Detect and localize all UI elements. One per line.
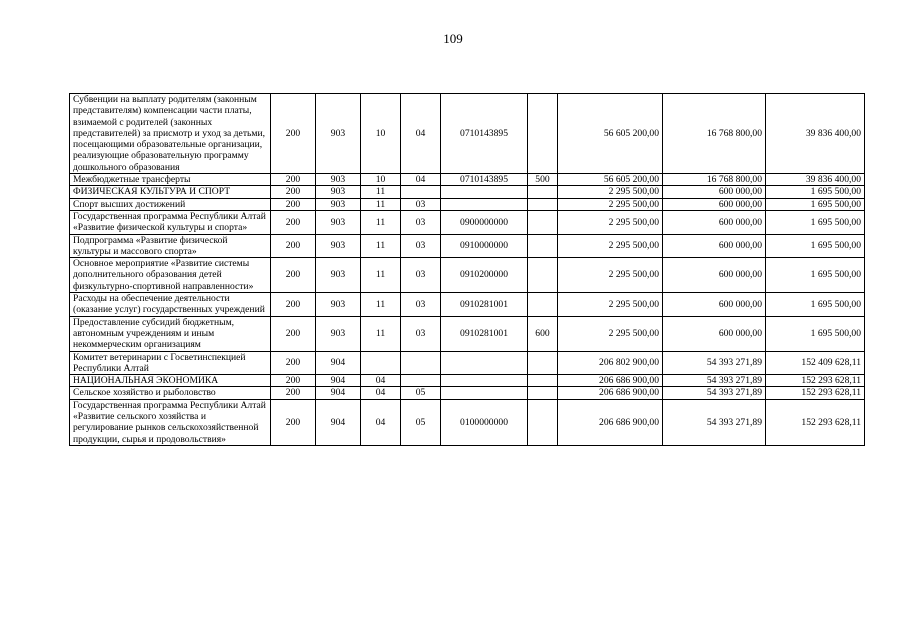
- section-cell: 10: [361, 174, 401, 186]
- target-article-cell: [441, 375, 528, 387]
- table-row: [70, 198, 865, 210]
- ved-cell: 904: [316, 375, 361, 387]
- table-row: [70, 375, 865, 387]
- expense-type-cell: 600: [528, 316, 558, 351]
- sum-third-cell: 1 695 500,00: [766, 198, 865, 210]
- grbs-cell: 200: [271, 399, 316, 445]
- sum-second-cell: 54 393 271,89: [663, 375, 766, 387]
- table-row: [70, 94, 865, 174]
- target-article-cell: 0710143895: [441, 94, 528, 174]
- grbs-cell: 200: [271, 186, 316, 198]
- row-name-cell: Предоставление субсидий бюджетным, автономным учреждениям и иным некоммерческим организациям: [70, 316, 271, 351]
- section-cell: 11: [361, 258, 401, 293]
- expense-type-cell: [528, 387, 558, 399]
- subsection-cell: 05: [401, 399, 441, 445]
- table-row: [70, 210, 865, 234]
- sum-third-cell: 1 695 500,00: [766, 293, 865, 317]
- sum-total-cell: 2 295 500,00: [558, 198, 663, 210]
- row-name-cell: Сельское хозяйство и рыболовство: [70, 387, 271, 399]
- ved-cell: 903: [316, 210, 361, 234]
- sum-total-cell: 56 605 200,00: [558, 174, 663, 186]
- sum-total-cell: 206 802 900,00: [558, 351, 663, 375]
- ved-cell: 904: [316, 399, 361, 445]
- sum-third-cell: 1 695 500,00: [766, 186, 865, 198]
- section-cell: 11: [361, 234, 401, 258]
- sum-second-cell: 54 393 271,89: [663, 351, 766, 375]
- target-article-cell: [441, 351, 528, 375]
- sum-third-cell: 152 409 628,11: [766, 351, 865, 375]
- sum-third-cell: 152 293 628,11: [766, 399, 865, 445]
- section-cell: 11: [361, 186, 401, 198]
- row-name-cell: Подпрограмма «Развитие физической культуры и массового спорта»: [70, 234, 271, 258]
- row-name-cell: Субвенции на выплату родителям (законным представителям) компенсации части платы, взимаемой с родителей (законных представителей) за присмотр и уход за детьми, посещающими образовательные организации, реализующие образовательную программу дошкольного образования: [70, 94, 271, 174]
- sum-total-cell: 2 295 500,00: [558, 258, 663, 293]
- sum-second-cell: 600 000,00: [663, 234, 766, 258]
- sum-total-cell: 206 686 900,00: [558, 387, 663, 399]
- ved-cell: 903: [316, 293, 361, 317]
- ved-cell: 903: [316, 258, 361, 293]
- sum-second-cell: 600 000,00: [663, 258, 766, 293]
- grbs-cell: 200: [271, 387, 316, 399]
- sum-third-cell: 152 293 628,11: [766, 375, 865, 387]
- row-name-cell: НАЦИОНАЛЬНАЯ ЭКОНОМИКА: [70, 375, 271, 387]
- section-cell: 10: [361, 94, 401, 174]
- table-row: [70, 293, 865, 317]
- sum-total-cell: 2 295 500,00: [558, 234, 663, 258]
- sum-total-cell: 2 295 500,00: [558, 210, 663, 234]
- table-row: [70, 351, 865, 375]
- table-row: [70, 234, 865, 258]
- ved-cell: 903: [316, 186, 361, 198]
- expense-type-cell: [528, 399, 558, 445]
- section-cell: 11: [361, 210, 401, 234]
- section-cell: [361, 351, 401, 375]
- target-article-cell: 0910281001: [441, 293, 528, 317]
- table-row: [70, 258, 865, 293]
- grbs-cell: 200: [271, 375, 316, 387]
- row-name-cell: Государственная программа Республики Алтай «Развитие физической культуры и спорта»: [70, 210, 271, 234]
- expense-type-cell: [528, 94, 558, 174]
- ved-cell: 904: [316, 387, 361, 399]
- expense-type-cell: [528, 258, 558, 293]
- target-article-cell: [441, 387, 528, 399]
- ved-cell: 903: [316, 198, 361, 210]
- subsection-cell: 03: [401, 234, 441, 258]
- grbs-cell: 200: [271, 210, 316, 234]
- subsection-cell: 03: [401, 293, 441, 317]
- budget-table: [69, 93, 865, 446]
- grbs-cell: 200: [271, 316, 316, 351]
- subsection-cell: [401, 375, 441, 387]
- section-cell: 11: [361, 293, 401, 317]
- expense-type-cell: [528, 186, 558, 198]
- expense-type-cell: [528, 351, 558, 375]
- target-article-cell: 0910200000: [441, 258, 528, 293]
- subsection-cell: 03: [401, 210, 441, 234]
- section-cell: 04: [361, 399, 401, 445]
- target-article-cell: [441, 198, 528, 210]
- grbs-cell: 200: [271, 174, 316, 186]
- sum-second-cell: 54 393 271,89: [663, 387, 766, 399]
- grbs-cell: 200: [271, 234, 316, 258]
- table-row: [70, 316, 865, 351]
- row-name-cell: Комитет ветеринарии с Госветинспекцией Республики Алтай: [70, 351, 271, 375]
- sum-second-cell: 600 000,00: [663, 186, 766, 198]
- expense-type-cell: [528, 210, 558, 234]
- grbs-cell: 200: [271, 94, 316, 174]
- sum-second-cell: 16 768 800,00: [663, 94, 766, 174]
- sum-third-cell: 1 695 500,00: [766, 258, 865, 293]
- ved-cell: 903: [316, 234, 361, 258]
- table-row: [70, 399, 865, 445]
- ved-cell: 904: [316, 351, 361, 375]
- subsection-cell: 03: [401, 258, 441, 293]
- sum-total-cell: 206 686 900,00: [558, 399, 663, 445]
- row-name-cell: Основное мероприятие «Развитие системы дополнительного образования детей физкультурно-спортивной направленности»: [70, 258, 271, 293]
- sum-second-cell: 54 393 271,89: [663, 399, 766, 445]
- sum-third-cell: 1 695 500,00: [766, 316, 865, 351]
- grbs-cell: 200: [271, 258, 316, 293]
- target-article-cell: 0910281001: [441, 316, 528, 351]
- sum-total-cell: 2 295 500,00: [558, 293, 663, 317]
- subsection-cell: [401, 351, 441, 375]
- sum-total-cell: 2 295 500,00: [558, 186, 663, 198]
- section-cell: 11: [361, 198, 401, 210]
- page-number: 109: [443, 31, 463, 46]
- grbs-cell: 200: [271, 198, 316, 210]
- sum-total-cell: 206 686 900,00: [558, 375, 663, 387]
- section-cell: 04: [361, 387, 401, 399]
- target-article-cell: 0100000000: [441, 399, 528, 445]
- sum-second-cell: 600 000,00: [663, 293, 766, 317]
- grbs-cell: 200: [271, 351, 316, 375]
- sum-third-cell: 39 836 400,00: [766, 94, 865, 174]
- target-article-cell: 0710143895: [441, 174, 528, 186]
- section-cell: 11: [361, 316, 401, 351]
- sum-second-cell: 600 000,00: [663, 198, 766, 210]
- target-article-cell: [441, 186, 528, 198]
- subsection-cell: 03: [401, 198, 441, 210]
- row-name-cell: ФИЗИЧЕСКАЯ КУЛЬТУРА И СПОРТ: [70, 186, 271, 198]
- row-name-cell: Спорт высших достижений: [70, 198, 271, 210]
- expense-type-cell: [528, 234, 558, 258]
- table-row: [70, 387, 865, 399]
- table-body: [70, 94, 865, 446]
- target-article-cell: 0900000000: [441, 210, 528, 234]
- expense-type-cell: 500: [528, 174, 558, 186]
- grbs-cell: 200: [271, 293, 316, 317]
- sum-third-cell: 1 695 500,00: [766, 234, 865, 258]
- subsection-cell: 03: [401, 316, 441, 351]
- sum-third-cell: 39 836 400,00: [766, 174, 865, 186]
- section-cell: 04: [361, 375, 401, 387]
- subsection-cell: 05: [401, 387, 441, 399]
- sum-total-cell: 2 295 500,00: [558, 316, 663, 351]
- sum-second-cell: 16 768 800,00: [663, 174, 766, 186]
- sum-second-cell: 600 000,00: [663, 210, 766, 234]
- subsection-cell: 04: [401, 94, 441, 174]
- table-row: [70, 186, 865, 198]
- ved-cell: 903: [316, 316, 361, 351]
- row-name-cell: Государственная программа Республики Алтай «Развитие сельского хозяйства и регулирование рынков сельскохозяйственной продукции, сырья и продовольствия»: [70, 399, 271, 445]
- subsection-cell: 04: [401, 174, 441, 186]
- table-row: [70, 174, 865, 186]
- sum-second-cell: 600 000,00: [663, 316, 766, 351]
- sum-third-cell: 152 293 628,11: [766, 387, 865, 399]
- ved-cell: 903: [316, 94, 361, 174]
- sum-third-cell: 1 695 500,00: [766, 210, 865, 234]
- expense-type-cell: [528, 375, 558, 387]
- expense-type-cell: [528, 198, 558, 210]
- row-name-cell: Межбюджетные трансферты: [70, 174, 271, 186]
- subsection-cell: [401, 186, 441, 198]
- target-article-cell: 0910000000: [441, 234, 528, 258]
- ved-cell: 903: [316, 174, 361, 186]
- expense-type-cell: [528, 293, 558, 317]
- row-name-cell: Расходы на обеспечение деятельности (оказание услуг) государственных учреждений: [70, 293, 271, 317]
- sum-total-cell: 56 605 200,00: [558, 94, 663, 174]
